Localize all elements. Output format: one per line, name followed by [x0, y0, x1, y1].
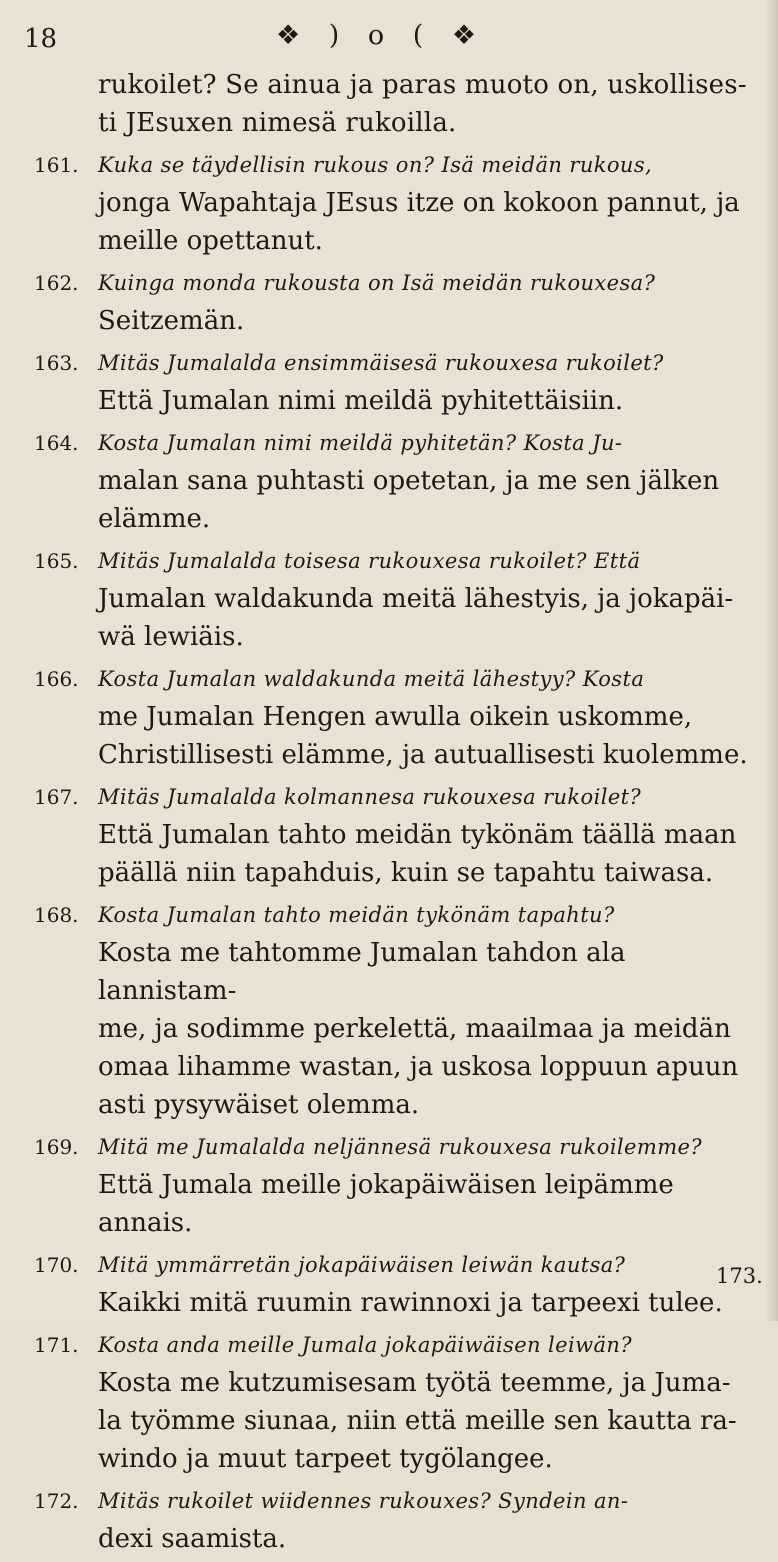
catechism-item	[34, 264, 768, 340]
catechism-item	[34, 660, 768, 774]
catechism-item	[34, 542, 768, 656]
item-number: 170.	[34, 1253, 79, 1277]
catechism-item	[34, 1246, 768, 1322]
item-question: Mitäs rukoilet wiidennes rukouxes? Syndein an-	[98, 1489, 629, 1513]
item-number: 167.	[34, 785, 79, 809]
item-answer-line: Että Jumala meille jokapäiwäisen leipämme annais.	[98, 1170, 674, 1238]
item-number: 162.	[34, 271, 79, 295]
item-answer-line: Christillisesti elämme, ja autuallisesti kuolemme.	[98, 740, 748, 770]
page-header	[0, 14, 778, 58]
item-answer-line: jonga Wapahtaja JEsus itze on kokoon pannut, ja	[98, 188, 740, 218]
item-answer-line: Kaikki mitä ruumin rawinnoxi ja tarpeexi tulee.	[98, 1288, 723, 1318]
item-answer-line: me, ja sodimme perkelettä, maailmaa ja meidän	[98, 1014, 731, 1044]
item-question: Kuka se täydellisin rukous on? Isä meidän rukous,	[98, 153, 653, 177]
item-answer-line: Seitzemän.	[98, 306, 245, 336]
item-answer-line: la työmme siunaa, niin että meille sen kautta ra-	[98, 1406, 737, 1436]
catechism-item	[34, 896, 768, 1124]
catechism-item	[34, 778, 768, 892]
item-answer-line: Että Jumalan nimi meildä pyhitettäisiin.	[98, 386, 624, 416]
item-answer-line: Kosta me tahtomme Jumalan tahdon ala lannistam-	[98, 938, 626, 1006]
item-question: Mitäs Jumalalda toisesa rukouxesa rukoilet? Että	[98, 549, 641, 573]
item-answer-line: päällä niin tapahduis, kuin se tapahtu taiwasa.	[98, 858, 714, 888]
item-answer-line: dexi saamista.	[98, 1524, 287, 1554]
item-number: 165.	[34, 549, 79, 573]
item-answer-line: asti pysywäiset olemma.	[98, 1090, 420, 1120]
item-number: 166.	[34, 667, 79, 691]
item-answer-line: Kosta me kutzumisesam työtä teemme, ja Juma-	[98, 1368, 731, 1398]
item-answer-line: me Jumalan Hengen awulla oikein uskomme,	[98, 702, 693, 732]
catechism-item	[34, 344, 768, 420]
item-answer-line: Että Jumalan tahto meidän tykönäm täällä maan	[98, 820, 737, 850]
item-answer-line: Jumalan waldakunda meitä lähestyis, ja jokapäi-	[98, 584, 734, 614]
item-number: 163.	[34, 351, 79, 375]
item-question: Mitä me Jumalalda neljännesä rukouxesa rukoilemme?	[98, 1135, 702, 1159]
item-question: Kosta Jumalan waldakunda meitä lähestyy? Kosta	[98, 667, 645, 691]
item-number: 172.	[34, 1489, 79, 1513]
item-answer-line: malan sana puhtasti opetetan, ja me sen jälken elämme.	[98, 466, 720, 534]
intro-line: rukoilet? Se ainua ja paras muoto on, uskollises-	[98, 70, 747, 100]
item-number: 169.	[34, 1135, 79, 1159]
item-answer-line: wä lewiäis.	[98, 622, 244, 652]
item-answer-line: windo ja muut tarpeet tygölangee.	[98, 1444, 553, 1474]
item-question: Kosta anda meille Jumala jokapäiwäisen leiwän?	[98, 1333, 632, 1357]
item-answer-line: meille opettanut.	[98, 226, 323, 256]
item-question: Kosta Jumalan nimi meildä pyhitetän? Kosta Ju-	[98, 431, 623, 455]
item-question: Kuinga monda rukousta on Isä meidän rukouxesa?	[98, 271, 656, 295]
item-number: 171.	[34, 1333, 79, 1357]
item-number: 164.	[34, 431, 79, 455]
header-ornament: ❖ ) o ( ❖	[276, 20, 487, 51]
item-number: 168.	[34, 903, 79, 927]
item-number: 161.	[34, 153, 79, 177]
catechism-item	[34, 1482, 768, 1558]
catchword: 173.	[716, 1264, 763, 1288]
catechism-item	[34, 1128, 768, 1242]
item-question: Mitäs Jumalalda kolmannesa rukouxesa rukoilet?	[98, 785, 642, 809]
catechism-item	[34, 424, 768, 538]
item-question: Kosta Jumalan tahto meidän tykönäm tapahtu?	[98, 903, 615, 927]
catechism-item	[34, 1326, 768, 1478]
page-number: 18	[24, 24, 58, 54]
page-body	[34, 66, 768, 1562]
item-question: Mitäs Jumalalda ensimmäisesä rukouxesa rukoilet?	[98, 351, 664, 375]
item-answer-line: omaa lihamme wastan, ja uskosa loppuun apuun	[98, 1052, 739, 1082]
intro-paragraph	[34, 66, 768, 142]
catechism-item	[34, 146, 768, 260]
item-question: Mitä ymmärretän jokapäiwäisen leiwän kautsa?	[98, 1253, 626, 1277]
intro-line: ti JEsuxen nimesä rukoilla.	[98, 108, 457, 138]
